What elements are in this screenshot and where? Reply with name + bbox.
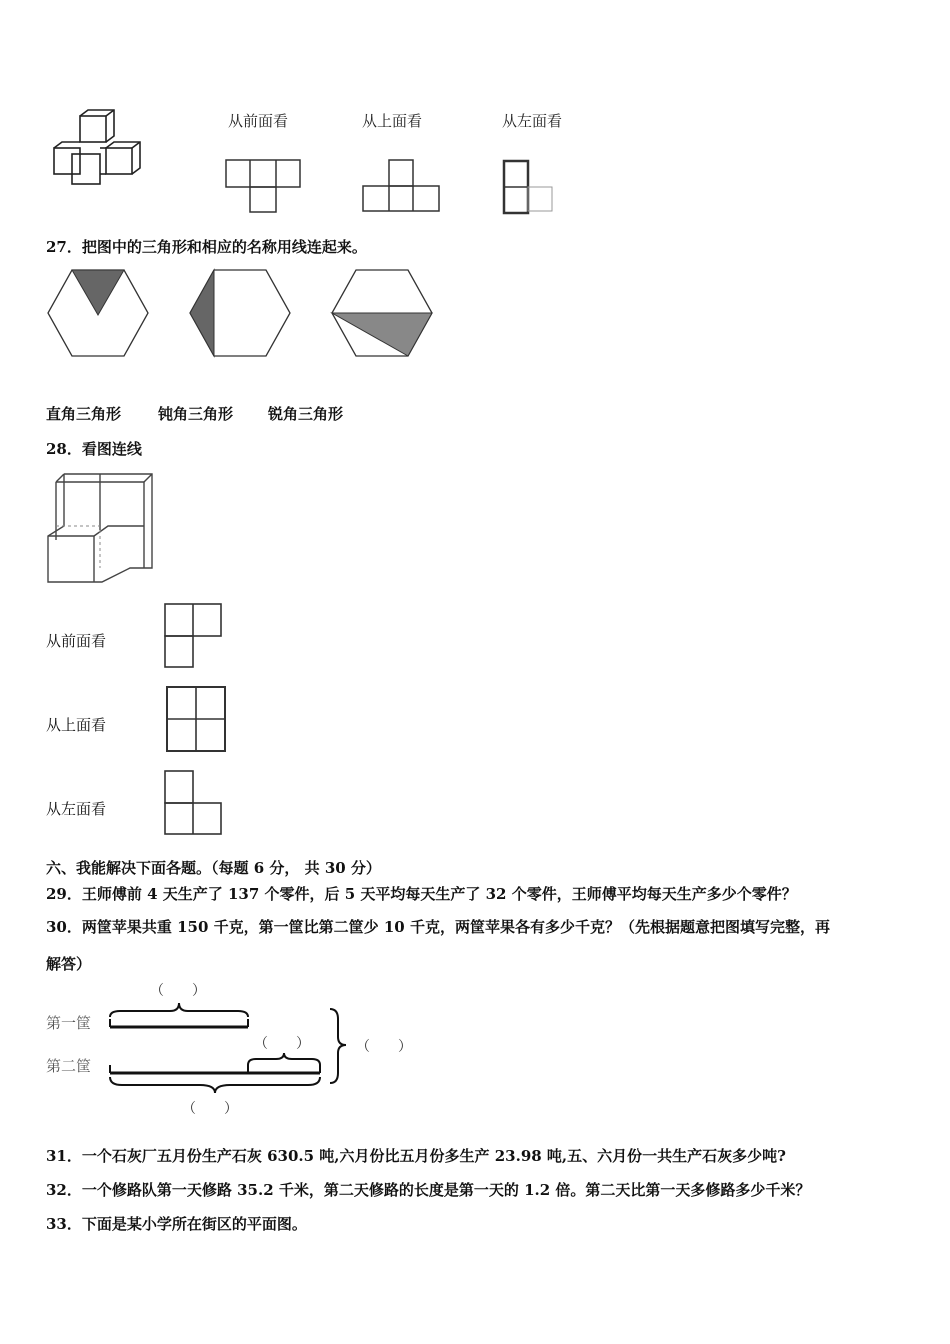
question-33: 33．下面是某小学所在街区的平面图。 [46, 1215, 307, 1233]
blank-basket-1[interactable]: （ ） [150, 983, 206, 999]
blank-difference[interactable]: （ ） [254, 1036, 310, 1052]
question-27: 27．把图中的三角形和相应的名称用线连起来。 [46, 238, 367, 256]
name-obtuse-triangle: 钝角三角形 [158, 405, 234, 423]
cube-arrangement-figure [48, 108, 158, 188]
q26-view-left-label: 从左面看 [502, 112, 563, 130]
q26-front-view-shape [226, 160, 302, 214]
question-30-line1: 30．两筐苹果共重 150 千克，第一筐比第二筐少 10 千克，两筐苹果各有多少千克？（先根据题意把图填写完整，再 [46, 918, 830, 936]
question-29: 29．王师傅前 4 天生产了 137 个零件，后 5 天平均每天生产了 32 个零件，王师傅平均每天生产多少个零件？ [46, 885, 797, 903]
question-31: 31．一个石灰厂五月份生产石灰 630.5 吨,六月份比五月份多生产 23.98 吨,五、六月份一共生产石灰多少吨? [46, 1147, 786, 1165]
blank-total[interactable]: （ ） [356, 1039, 412, 1055]
question-30-line2: 解答） [46, 955, 92, 973]
question-32: 32．一个修路队第一天修路 35.2 千米，第二天修路的长度是第一天的 1.2 倍。第二天比第一天多修路多少千米？ [46, 1181, 811, 1199]
segment-diagram [100, 995, 360, 1095]
hexagon-acute-triangle [46, 268, 150, 360]
blank-basket-2[interactable]: （ ） [182, 1101, 238, 1117]
section-6-title: 六、我能解决下面各题。（每题 6 分， 共 30 分） [46, 859, 381, 877]
hexagon-obtuse-triangle [330, 268, 434, 360]
basket-2-label: 第二筐 [46, 1057, 92, 1075]
basket-1-label: 第一筐 [46, 1014, 92, 1032]
question-28: 28．看图连线 [46, 440, 142, 458]
q28-left-view-shape [164, 770, 226, 836]
q26-left-view-shape [503, 160, 555, 216]
q28-view-left-label: 从左面看 [46, 800, 107, 818]
q28-solid-figure [46, 470, 156, 586]
q26-view-front-label: 从前面看 [228, 112, 289, 130]
name-acute-triangle: 锐角三角形 [268, 405, 344, 423]
q28-top-view-shape [166, 686, 228, 754]
q28-view-top-label: 从上面看 [46, 716, 107, 734]
name-right-triangle: 直角三角形 [46, 405, 122, 423]
hexagon-right-triangle [188, 268, 292, 360]
q28-view-front-label: 从前面看 [46, 632, 107, 650]
q26-top-view-shape [363, 160, 441, 214]
q28-front-view-shape [164, 603, 224, 669]
q26-view-top-label: 从上面看 [362, 112, 423, 130]
